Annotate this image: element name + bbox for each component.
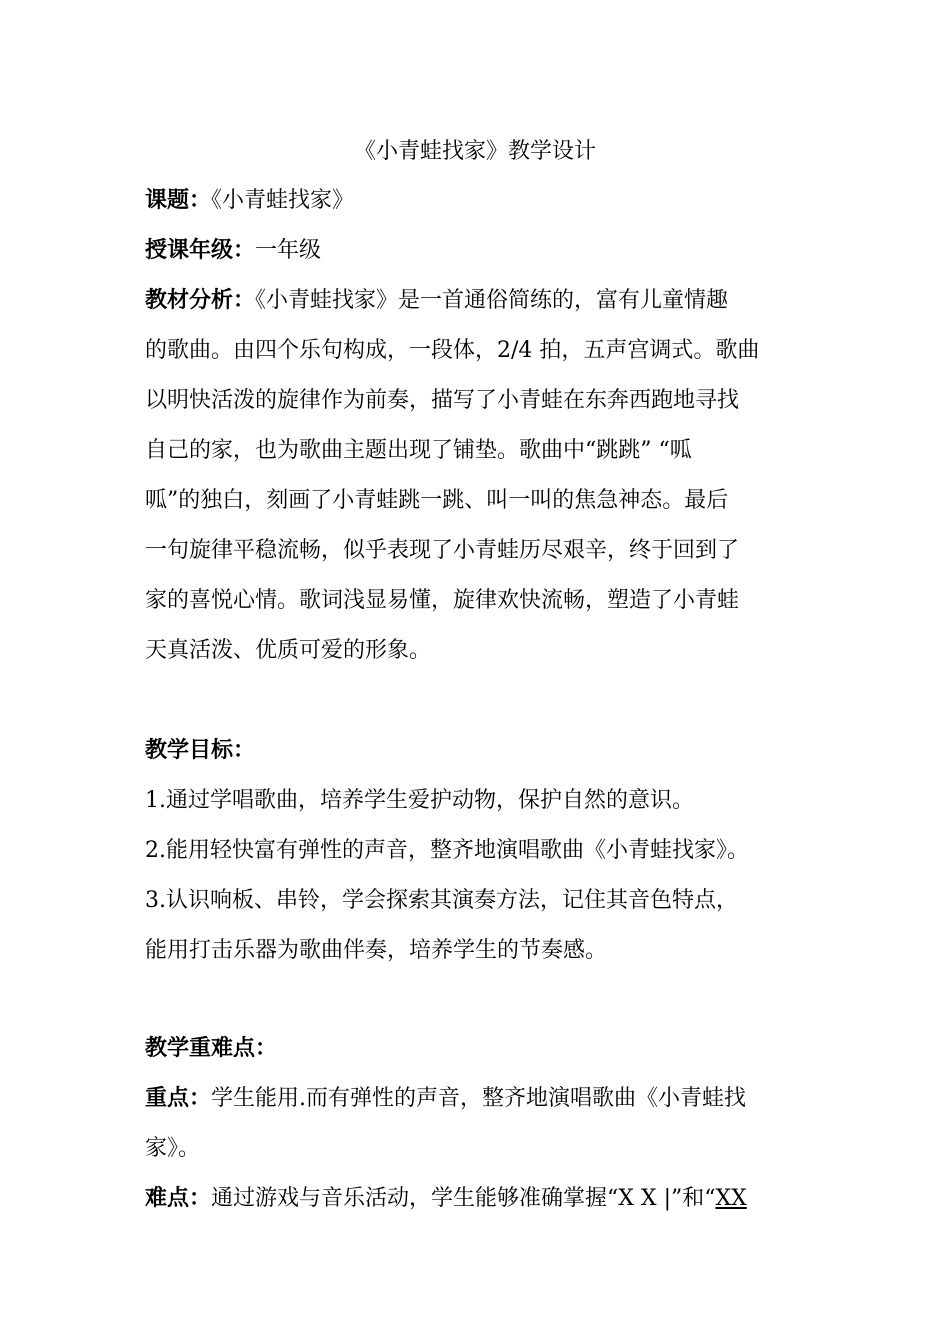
analysis-line: 天真活泼、优质可爱的形象。 (145, 638, 432, 663)
topic-value: 《小青蛙找家》 (211, 188, 355, 213)
analysis-line (145, 283, 810, 319)
grade-line (145, 233, 810, 269)
analysis-text: 《小青蛙找家》是一首通俗简练的，富有儿童情趣 (255, 288, 729, 313)
analysis-line: 家的喜悦心情。歌词浅显易懂，旋律欢快流畅，塑造了小青蛙 (145, 588, 740, 613)
goal-line: 3.认识响板、串铃，学会探索其演奏方法，记住其音色特点， (145, 888, 738, 913)
topic-label: 课题： (145, 188, 212, 213)
analysis-line: 呱”的独白，刻画了小青蛙跳一跳、叫一叫的焦急神态。最后 (145, 488, 729, 513)
analysis-line: 一句旋律平稳流畅，似乎表现了小青蛙历尽艰辛，终于回到了 (145, 538, 740, 563)
goal-line: 能用打击乐器为歌曲伴奏，培养学生的节奏感。 (145, 938, 608, 963)
difficulty-line (145, 1181, 810, 1217)
key-points-heading: 教学重难点： (145, 1036, 278, 1061)
difficulty-text: 通过游戏与音乐活动，学生能够准确掌握“X X |”和“ (211, 1186, 716, 1211)
topic-line (145, 183, 810, 219)
focus-line: 家》。 (145, 1136, 201, 1161)
analysis-line: 以明快活泼的旋律作为前奏，描写了小青蛙在东奔西跑地寻找 (145, 388, 740, 413)
goals-heading: 教学目标： (145, 738, 256, 763)
document-title: 《小青蛙找家》教学设计 (353, 139, 596, 164)
grade-label: 授课年级： (145, 238, 256, 263)
focus-line (145, 1081, 810, 1117)
goal-line: 1.通过学唱歌曲，培养学生爱护动物，保护自然的意识。 (145, 788, 694, 813)
grade-value: 一年级 (255, 238, 322, 263)
focus-label: 重点： (145, 1086, 212, 1111)
goal-line: 2.能用轻快富有弹性的声音，整齐地演唱歌曲《小青蛙找家》。 (145, 838, 749, 863)
focus-text: 学生能用.而有弹性的声音，整齐地演唱歌曲《小青蛙找 (211, 1086, 747, 1111)
rhythm-notation: XX (715, 1186, 747, 1211)
analysis-line: 的歌曲。由四个乐句构成，一段体，2/4 拍，五声宫调式。歌曲 (145, 338, 760, 363)
difficulty-label: 难点： (145, 1186, 212, 1211)
analysis-label: 教材分析： (145, 288, 256, 313)
analysis-line: 自己的家，也为歌曲主题出现了铺垫。歌曲中“跳跳” “呱 (145, 438, 692, 463)
